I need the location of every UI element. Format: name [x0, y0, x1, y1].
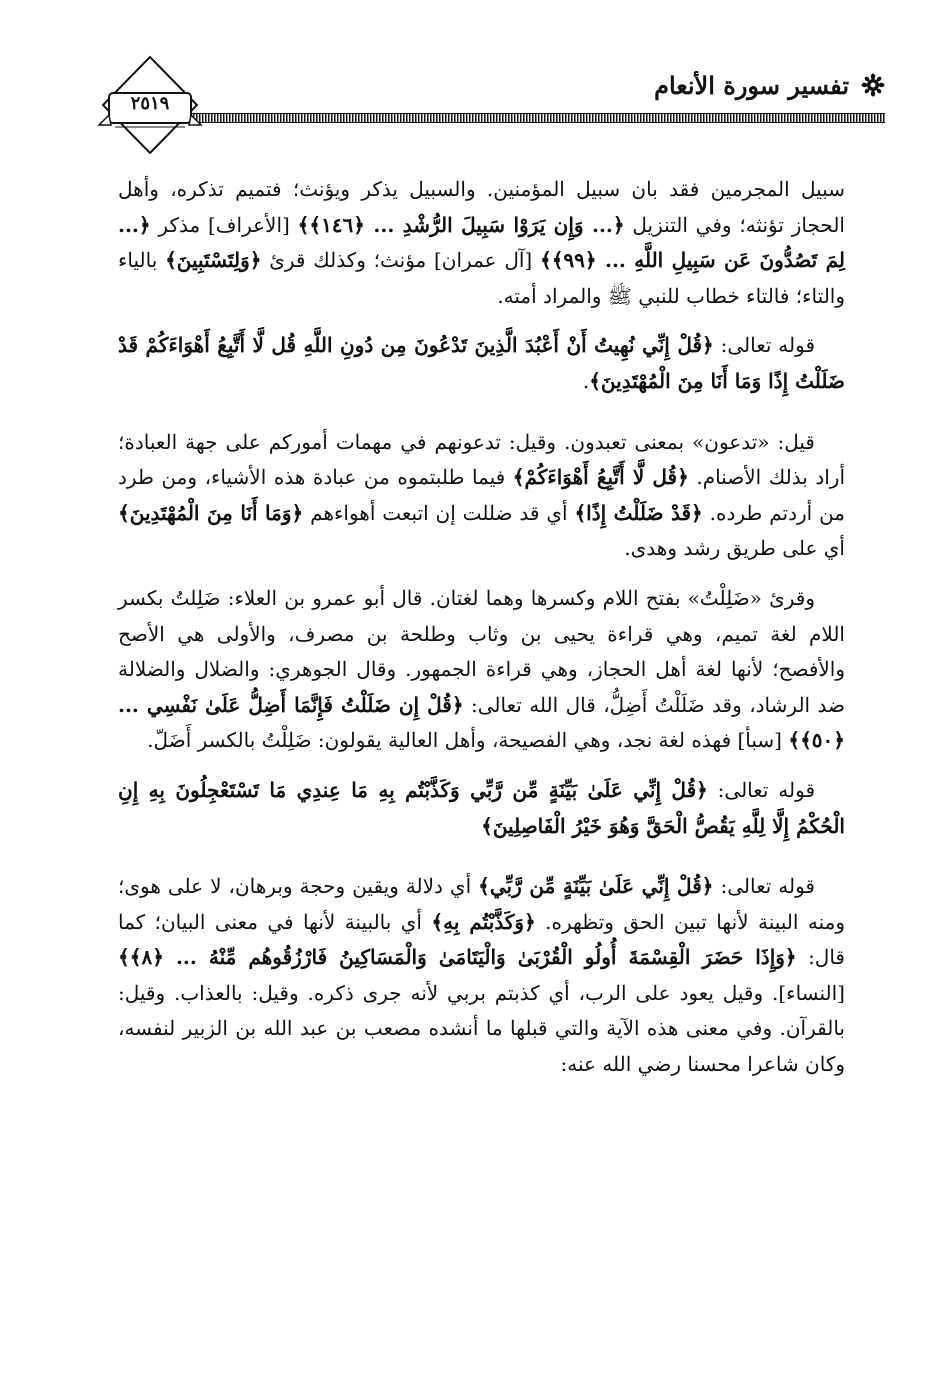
commentary-text: [الأعراف] مذكر — [150, 212, 298, 237]
commentary-text: . — [582, 368, 590, 393]
header-rule — [190, 113, 885, 123]
section-spacer — [118, 858, 845, 859]
page-header — [95, 55, 885, 155]
commentary-text: سبيل المجرمين فقد بان سبيل المؤمنين. والسبيل يذكر ويؤنث؛ فتميم تذكره، وأهل الحجاز تؤنثه؛ وفي التنزيل — [118, 177, 845, 237]
commentary-text: [النساء]. وقيل يعود على الرب، أي كذبتم بربي لأنه جرى ذكره. وقيل: بالعذاب. وقيل: بالقرآن. وفي معنى هذه الآية والتي قبلها ما أنشده مصعب بن عبد الله بن الزبير لنفسه، وكان شاعرا محسنا رضي الله عنه: — [118, 980, 845, 1077]
quran-verse: ﴿وَإِذَا حَضَرَ الْقِسْمَةَ أُولُو الْقُرْبَىٰ وَالْيَتَامَىٰ وَالْمَسَاكِينُ فَارْزُقُوهُم مِّنْهُ ... ﴿٨﴾﴾ — [118, 945, 797, 970]
paragraph-p3 — [118, 425, 845, 567]
quran-verse: ﴿وَكَذَّبْتُم بِهِ﴾ — [431, 909, 536, 934]
paragraph-p4 — [118, 581, 845, 759]
quran-verse: ﴿قُل لَّا أَتَّبِعُ أَهْوَاءَكُمْ﴾ — [512, 465, 689, 490]
running-title: تفسير سورة الأنعام — [654, 70, 849, 100]
commentary-text: أي دلالة ويقين وحجة وبرهان، لا على هوى؛ ومنه البينة لأنها تبين الحق وتظهره. — [118, 874, 846, 934]
commentary-text: [سبأ] فهذه لغة نجد، وهي الفصيحة، وأهل العالية يقولون: ضَلِلْتُ بالكسر أَضَلّ. — [147, 728, 789, 753]
commentary-text: أي بالبينة لأنها في معنى البيان؛ كما قال: — [118, 909, 845, 970]
commentary-text: أي على طريق رشد وهدى. — [624, 536, 845, 561]
paragraph-p2 — [118, 328, 845, 399]
paragraph-p1 — [118, 172, 845, 314]
quran-verse: ﴿قُلْ إِن ضَلَلْتُ فَإِنَّمَا أَضِلُّ عَلَىٰ نَفْسِي ... ﴿٥٠﴾﴾ — [118, 692, 845, 753]
quran-verse: ﴿وَمَا أَنَا مِنَ الْمُهْتَدِينَ﴾ — [118, 500, 304, 525]
running-header — [654, 65, 885, 105]
commentary-text: وقرئ «ضَلِلْتُ» بفتح اللام وكسرها وهما لغتان. قال أبو عمرو بن العلاء: ضَلِلتُ بكسر اللام لغة تميم، وهي قراءة يحيى بن وثاب وطلحة بن مصرف، والأولى هي الأصح والأفصح؛ لأنها لغة أهل الحجاز، وهي قراءة الجمهور. وقال الجوهري: والضلال والضلالة ضد الرشاد، وقد ضَلَلْتُ أَضِلُّ، قال الله تعالى: — [118, 585, 845, 717]
commentary-text: قوله تعالى: — [707, 777, 816, 802]
flower-ornament-icon — [861, 73, 885, 97]
commentary-text: بالياء والتاء؛ فالتاء خطاب للنبي ﷺ والمراد أمته. — [118, 248, 845, 308]
commentary-text: قوله تعالى: — [713, 874, 815, 899]
commentary-text: قيل: «تدعون» بمعنى تعبدون. وقيل: تدعونهم في مهمات أموركم على جهة العبادة؛ أراد بذلك الأصنام. — [118, 429, 845, 490]
paragraph-p5 — [118, 773, 845, 844]
commentary-text: قوله تعالى: — [713, 333, 815, 358]
tafsir-body-text — [118, 172, 845, 1097]
commentary-text: [آل عمران] مؤنث؛ وكذلك قرئ — [261, 248, 540, 273]
quran-verse: ﴿قُلْ إِنِّي عَلَىٰ بَيِّنَةٍ مِّن رَّبِّي﴾ — [478, 874, 714, 899]
commentary-text: أي قد ضللت إن اتبعت أهواءهم — [303, 500, 575, 525]
quran-verse: ﴿قَدْ ضَلَلْتُ إِذًا﴾ — [574, 500, 703, 525]
quran-verse: ﴿وَلِتَسْتَبِينَ﴾ — [165, 248, 262, 273]
quran-verse: ﴿قُلْ إِنِّي عَلَىٰ بَيِّنَةٍ مِّن رَّبِّي وَكَذَّبْتُم بِهِ مَا عِندِي مَا تَسْتَعْجِلُونَ بِهِ إِنِ الْحُكْمُ إِلَّا لِلَّهِ يَقُصُّ الْحَقَّ وَهُوَ خَيْرُ الْفَاصِلِينَ﴾ — [118, 777, 845, 838]
section-spacer — [118, 414, 845, 415]
page-number: ٢٥١٩ — [130, 93, 170, 114]
quran-verse: ﴿... وَإِن يَرَوْا سَبِيلَ الرُّشْدِ ... ﴿١٤٦﴾﴾ — [297, 212, 625, 237]
paragraph-p6 — [118, 869, 845, 1083]
commentary-text: فيما طلبتموه من عبادة هذه الأشياء، ومن طرد من أردتم طرده. — [118, 465, 846, 525]
quran-verse: ﴿قُلْ إِنِّي نُهِيتُ أَنْ أَعْبُدَ الَّذِينَ تَدْعُونَ مِن دُونِ اللَّهِ قُل لَّا أَتَّبِعُ أَهْوَاءَكُمْ قَدْ ضَلَلْتُ إِذًا وَمَا أَنَا مِنَ الْمُهْتَدِينَ﴾ — [118, 333, 845, 393]
quran-verse: ﴿... لِمَ تَصُدُّونَ عَن سَبِيلِ اللَّهِ ... ﴿٩٩﴾﴾ — [118, 212, 845, 273]
